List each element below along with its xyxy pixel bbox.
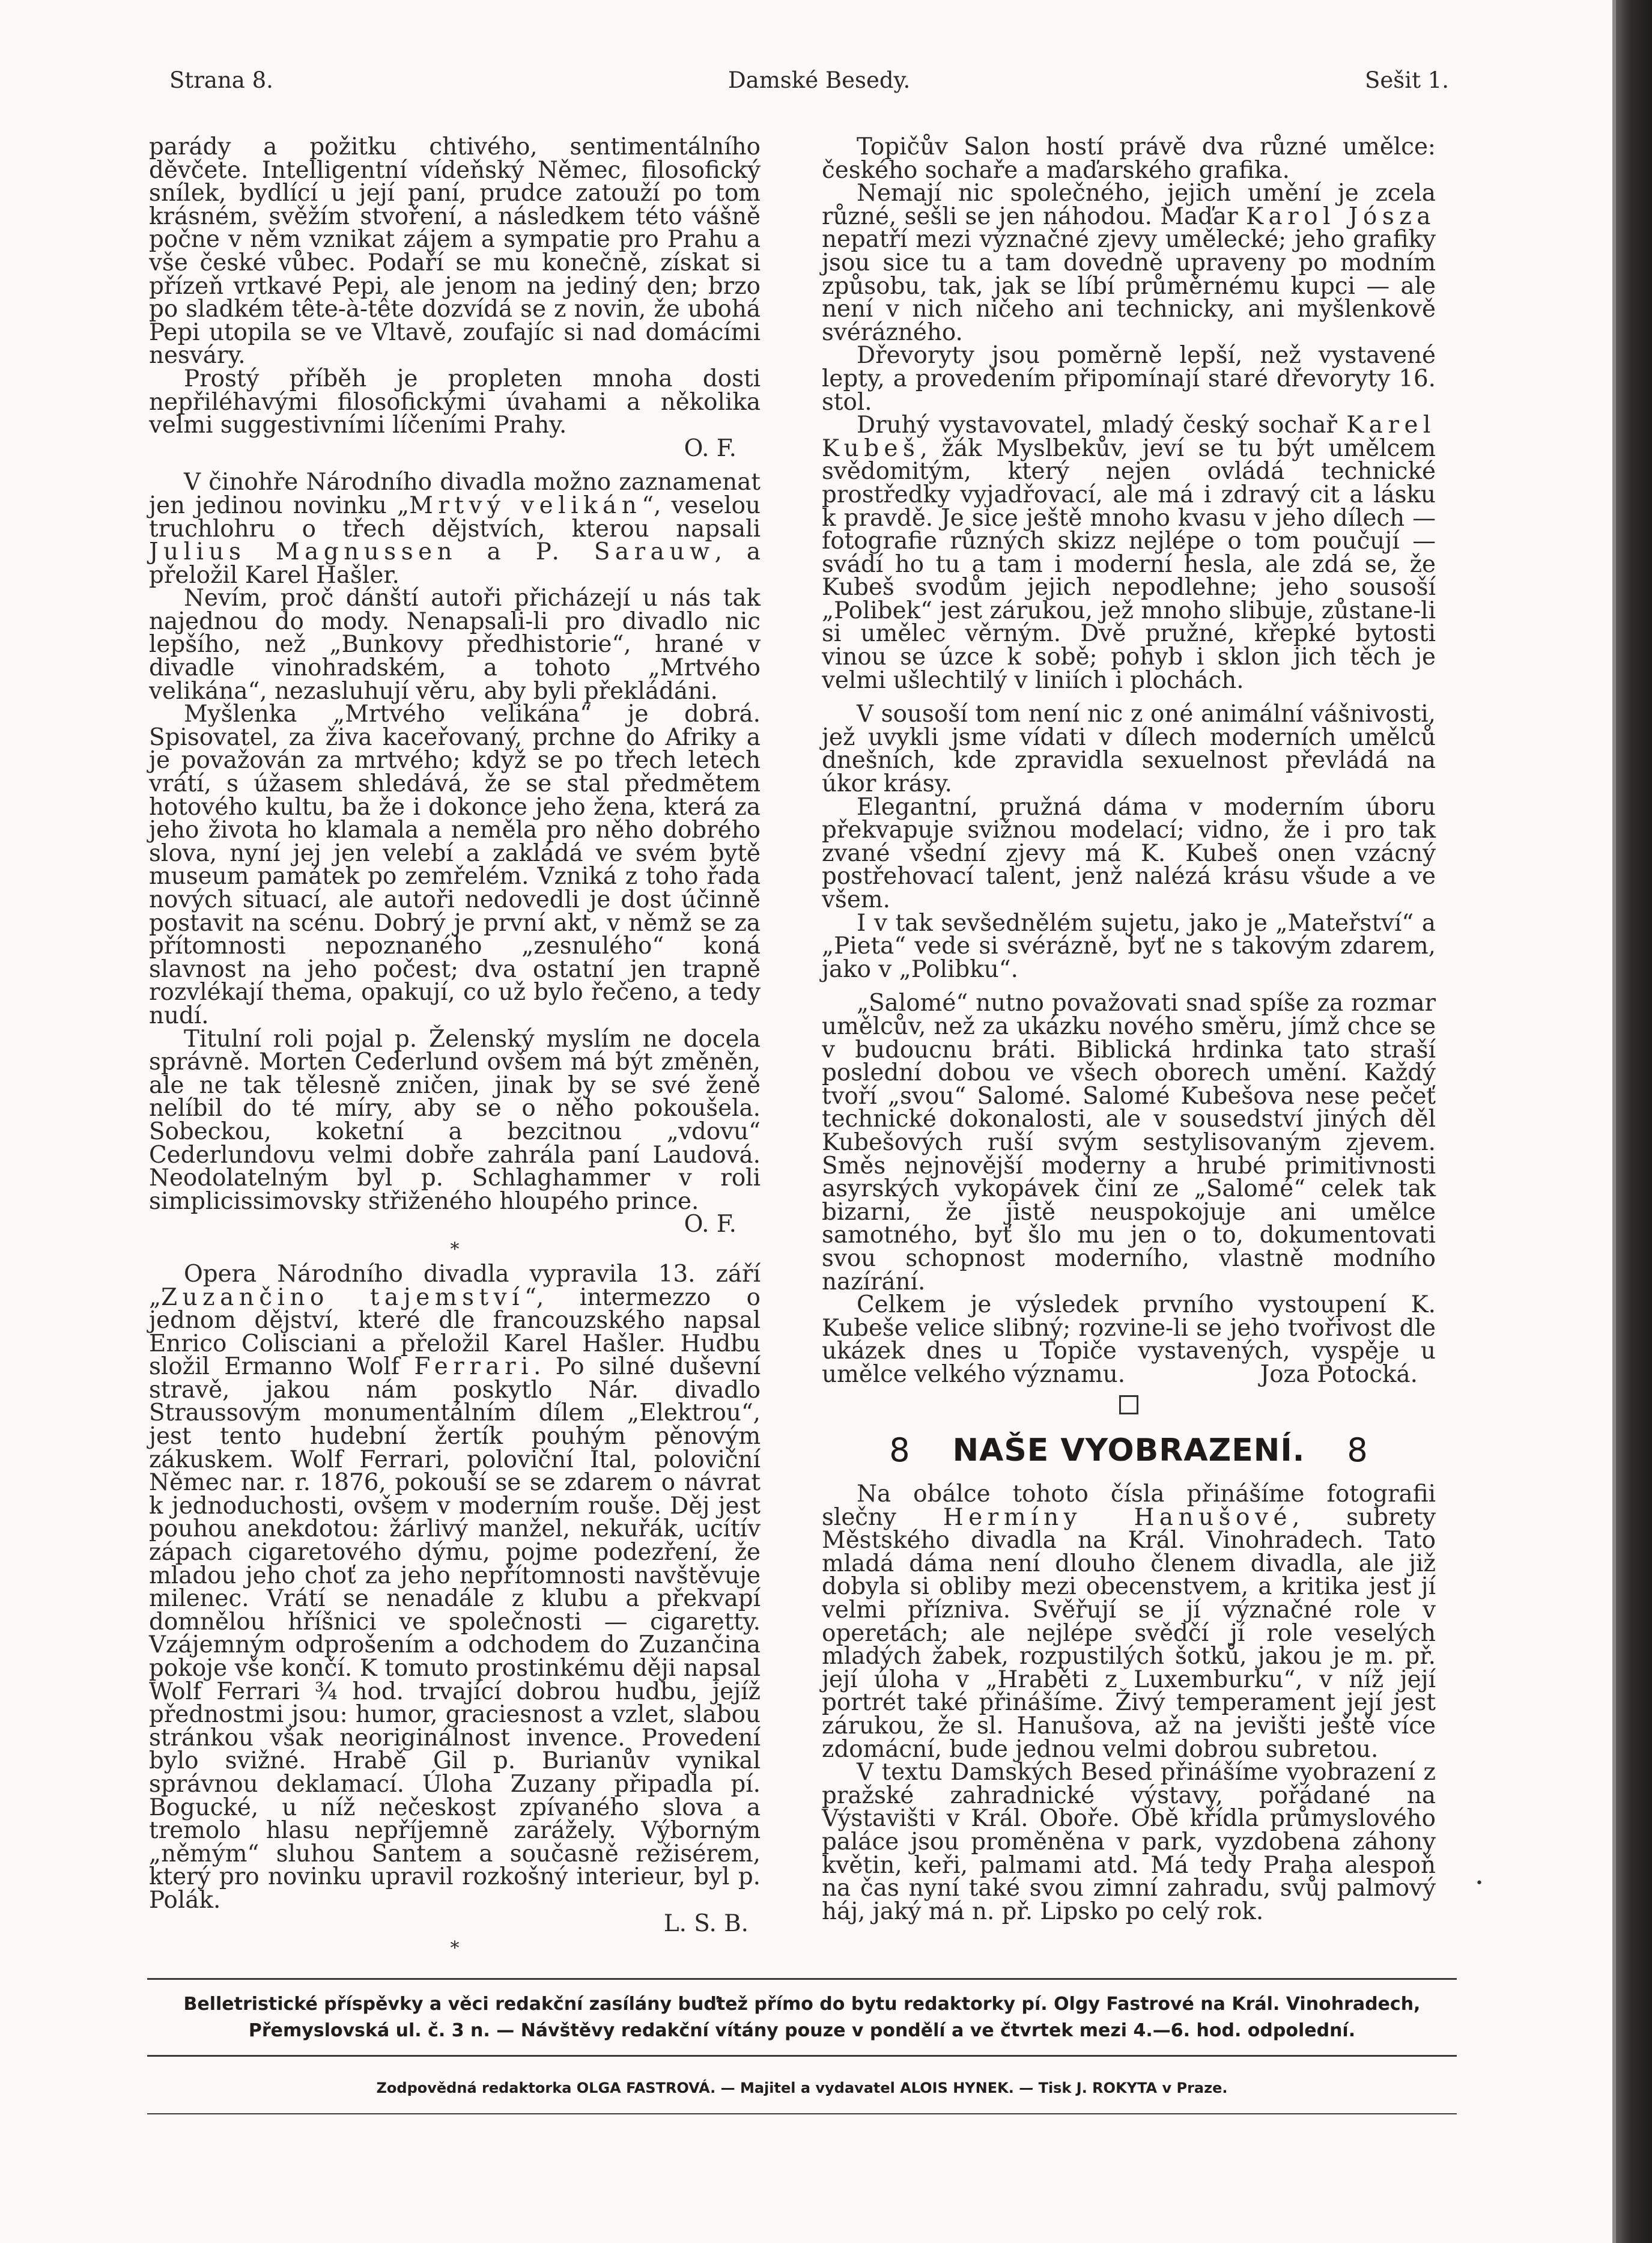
notice-line: Přemyslovská ul. č. 3 n. — Návštěvy redakční vítány pouze v pondělí a ve čtvrtek mezi 4.—6. hod. odpolední. bbox=[248, 2020, 1356, 2041]
paragraph: Dřevoryty jsou poměrně lepší, než vystavené lepty, a provedením připomínají staré dřevoryty 16. stol. bbox=[822, 342, 1436, 416]
ornament-glyph: 8 bbox=[889, 1431, 911, 1470]
signature-line bbox=[149, 434, 761, 462]
paragraph: Nevím, proč dánští autoři přicházejí u nás tak najednou do mody. Nenapsali-li pro divadlo nic lepšího, než „Bunkovy předhistorie“, hrané v divadle vinohradském, a tohoto „Mrtvého velikána“, nezasluhují věru, aby byli překládáni. bbox=[149, 585, 761, 705]
divider bbox=[147, 2055, 1457, 2057]
paragraph: Celkem je výsledek prvního vystoupení K. Kubeše velice slibný; rozvine-li se jeho tvořivost dle ukázek dnes u Topiče vystavených, vyspěje u umělce velkého významu. bbox=[822, 1291, 1436, 1388]
paragraph: V sousoší tom není nic z oné animální vášnivosti, jež uvykli jsme vídati v dílech moderních umělců dnešních, kde zpravidla sexuelnost převládá na úkor krásy. bbox=[822, 701, 1436, 798]
left-column bbox=[149, 133, 761, 1962]
divider bbox=[147, 1978, 1457, 1980]
paragraph: Na obálce tohoto čísla přinášíme fotografii slečny Hermíny Hanušové, subrety Městského divadla na Král. Vinohradech. Tato mladá dáma není dlouho členem divadla, ale již dobyla si obliby mezi obecenstvem, a kritika jest jí velmi příznivа. Svěřují se jí význačné role v operetách; ale nejlépe svědčí jí role veselých mladých žabek, rozpustilých šotků, jakou je m. př. její úloha v „Hraběti z Luxemburku“, v níž její portrét také přinášíme. Živý temperament její jest zárukou, že sl. Hanušova, až na jevišti ještě více zdomácní, bude jednou velmi dobrou subretou. bbox=[822, 1481, 1436, 1763]
paragraph: V textu Damských Besed přinášíme vyobrazení z pražské zahradnické výstavy, pořádané na Výstavišti v Král. Oboře. Obě křídla průmyslového paláce jsou proměněna v park, vyzdobena záhony květin, keři, palmami atd. Má tedy Praha alespoň na čas nyní také svou zimní zahradu, svůj palmový háj, jaký má n. př. Lipsko po celý rok. bbox=[822, 1759, 1436, 1925]
notice-line: Belletristické příspěvky a věci redakční zasílány buďtež přímo do bytu redaktorky pí. Olgy Fastrové na Král. Vinohradech, bbox=[183, 1994, 1421, 2015]
issue-number: Sešit 1. bbox=[1365, 67, 1449, 93]
page-number: Strana 8. bbox=[169, 67, 273, 93]
paragraph: Elegantní, pružná dáma v moderním úboru překvapuje svižnou modelací; vidno, že i pro tak zvané všední zjevy má K. Kubeš onen vzácný postřehovací talent, jenž nalézá krásu všude a ve všem. bbox=[822, 793, 1436, 913]
divider bbox=[147, 2113, 1457, 2114]
page-shadow bbox=[1616, 0, 1652, 2243]
right-column bbox=[822, 133, 1436, 1925]
paragraph: Prostý příběh je propleten mnoha dosti nepřiléhavými filosofickými úvahami a několika velmi suggestivními líčeními Prahy. bbox=[149, 365, 761, 439]
paragraph: Druhý vystavovatel, mladý český sochař Karel Kubeš, žák Myslbekův, jeví se tu být umělcem svědomitým, který nejen ovládá technické prostředky vyjadřovací, ale má i zdravý cit a lásku k pravdě. Je sice ještě mnoho kvasu v jeho dílech — fotografie různých skizz nejlépe o tom poučují — svádí ho tu a tam i moderní hesla, ale zdá se, že Kubeš svodům jejich nepodlehne; jeho sousoší „Polibek“ jest zárukou, jež mnoho slibuje, zůstane-li si umělec věrným. Dvě pružné, křepké bytosti vinou se úzce k sobě; pohyb i sklon jich těch je velmi ušlechtilý v liniích i plochách. bbox=[822, 412, 1436, 694]
separator-star: * bbox=[450, 1238, 460, 1260]
paragraph: Myšlenka „Mrtvého velikána“ je dobrá. Spisovatel, za živa kaceřovaný, prchne do Afriky a je považován za mrtvého; když se po třech letech vrátí, s úžasem shledává, že se stal předmětem hotového kultu, ba že i dokonce jeho žena, která za jeho života ho klamala a neměla pro něho dobrého slova, nyní jej jen velebí a zakládá ve svém bytě museum památek po zemřelém. Vzniká z toho řada nových situací, ale autoři nedovedli je dost účinně postavit na scénu. Dobrý je první akt, v němž se za přítomnosti nepoznaného „zesnulého“ koná slavnost na jeho počest; dva ostatní jen trapně rozvlékají thema, opakují, co už bylo řečeno, a tedy nudí. bbox=[149, 701, 761, 1029]
imprint: Zodpovědná redaktorka OLGA FASTROVÁ. — Majitel a vydavatel ALOIS HYNEK. — Tisk J. ROKYTA v Praze. bbox=[376, 2080, 1228, 2096]
section-heading bbox=[822, 1432, 1436, 1468]
signature: O. F. bbox=[684, 1211, 736, 1238]
paragraph: Titulní roli pojal p. Želenský myslím ne docela správně. Morten Cederlund ovšem má být změněn, ale ne tak tělesně zničen, jinak by se své ženě nelíbil do té míry, aby se o něho pokoušela. Sobeckou, koketní a bezcitnou „vdovu“ Cederlundovu velmi dobře zahrála paní Laudová. Neodolatelným byl p. Schlaghammer v roli simplicissimovsky střiženého hloupého prince. bbox=[149, 1025, 761, 1215]
separator-star: * bbox=[450, 1938, 460, 1959]
paragraph: Nemají nic společného, jejich umění je zcela různé, sešli se jen náhodou. Maďar Karol Jósza nepatří mezi význačné zjevy umělecké; jeho grafiky jsou sice tu a tam dovedně upraveny po modním způsobu, tak, jak se líbí průměrnému kupci — ale není v nich ničeho ani technicky, ani myšlenkově svérázného. bbox=[822, 180, 1436, 346]
signature: Joza Potocká. bbox=[1260, 1361, 1418, 1389]
section-title: NAŠE VYOBRAZENÍ. bbox=[952, 1432, 1305, 1469]
paragraph: V činohře Národního divadla možno zaznamenat jen jedinou novinku „Mrtvý velikán“, veselou truchlohru o třech dějstvích, kterou napsali Julius Magnussen a P. Sarauw, a přeložil Karel Hašler. bbox=[149, 469, 761, 589]
signature: O. F. bbox=[684, 434, 736, 462]
paragraph: Opera Národního divadla vypravila 13. září „Zuzančino tajemství“, intermezzo o jednom dějství, které dle francouzského napsal Enrico Colisciani a přeložil Karel Hašler. Hudbu složil Ermanno Wolf Ferrari. Po silné duševní stravě, jakou nám poskytlo Nár. divadlo Straussovým monumentálním dílem „Elektrou“, jest tento hudební žertík pouhým pěnovým zákuskem. Wolf Ferrari, poloviční Ital, poloviční Němec nar. r. 1876, pokouší se se zdarem o návrat k jednoduchosti, ovšem v moderním rouše. Děj jest pouhou anekdotou: žárlivý manžel, nekuřák, ucítív zápach cigaretového dýmu, pojme podezření, že mladou jeho choť za jeho nepřítomnosti navštěvuje milenec. Vrátí se nenadále z klubu a překvapí domnělou hříšnici ve společnosti — cigaretty. Vzájemným odprošením a odchodem do Zuzančina pokoje vše končí. K tomuto prostinkému ději napsal Wolf Ferrari ¾ hod. trvající dobrou hudbu, jejíž přednostmi jsou: humor, graciesnost a vzlet, slabou stránkou však neoriginálnost invence. Provedení bylo svižné. Hrabě Gil p. Burianův vynikal správnou deklamací. Úloha Zuzany připadla pí. Bogucké, u níž nečeskost zpívaného slova a tremolo hlasu nepříjemně zarážely. Výborným „němým“ sluhou Santem a současně režisérem, který pro novinku upravil rozkošný interieur, byl p. Polák. bbox=[149, 1260, 761, 1914]
signature-line bbox=[149, 1213, 761, 1237]
running-header bbox=[169, 67, 1461, 103]
ornament-glyph: 8 bbox=[1347, 1431, 1368, 1470]
paragraph: „Salomé“ nutno považovati snad spíše za rozmar umělcův, než za ukázku nového směru, jímž chce se v budoucnu bráti. Biblická hrdinka tato straší poslední dobou ve všech oborech umění. Každý tvoří „svou“ Salomé. Salomé Kubešova nese pečeť technické dokonalosti, ale v sousedství jiných děl Kubešových ruší svým sestylisovaným zjevem. Směs nejnovější moderny a hrubé primitivnosti asyrských vykopávek činí ze „Salomé“ celek tak bizarní, že jistě neuspokojuje ani umělce samotného, byť šlo mu jen o to, dokumentovati svou schopnost moderního, vlastně modního nazírání. bbox=[822, 990, 1436, 1295]
magazine-title: Damské Besedy. bbox=[728, 67, 911, 93]
square-ornament-icon bbox=[1119, 1395, 1138, 1414]
signature-line bbox=[149, 1910, 761, 1937]
paragraph: I v tak sevšednělém sujetu, jako je „Mateřství“ a „Pieta“ vede si svérázně, byť ne s takovým zdarem, jako v „Polibku“. bbox=[822, 909, 1436, 983]
paragraph: parády a požitku chtivého, sentimentálního děvčete. Intelligentní vídeňský Němec, filosofický snílek, bydlící u její paní, prudce zatouží po tom krásném, svěžím stvoření, a následkem této vášně počne v něm vznikat zájem a sympatie pro Prahu a vše české vůbec. Podaří se mu konečně, získat si přízeň vrtkavé Pepi, ale jenom na jediný den; brzo po sladkém tête-à-tête dozvídá se z novin, že ubohá Pepi utopila se ve Vltavě, zoufajíc si nad domácími nesváry. bbox=[149, 133, 761, 370]
print-mark-icon: • bbox=[1475, 1876, 1483, 1891]
signature: L. S. B. bbox=[663, 1910, 749, 1937]
paragraph: Topičův Salon hostí právě dva různé umělce: českého sochaře a maďarského grafika. bbox=[822, 133, 1436, 184]
editorial-notice bbox=[147, 1991, 1457, 2044]
